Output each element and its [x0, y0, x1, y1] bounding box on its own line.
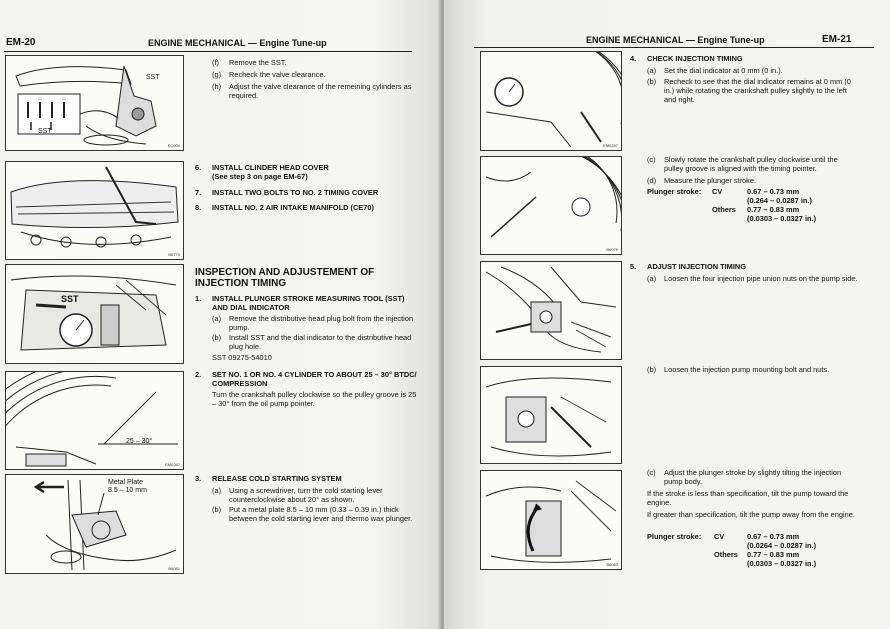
step-4-number: 4. [630, 54, 637, 63]
figure-label-angle: 25 – 30° [126, 438, 153, 445]
tilt-pump-illustration [481, 471, 621, 569]
step-4-title: CHECK INJECTION TIMING [647, 54, 743, 63]
step-3a-text: Using a screwdriver, turn the cold starting lever counterclockwise about 20° as shown. [229, 486, 383, 505]
step-5-title: ADJUST INJECTION TIMING [647, 262, 746, 271]
figure-pulley-groove [480, 156, 622, 255]
step-2-title: SET NO. 1 OR NO. 4 CYLINDER TO ABOUT 25 – 30° BTDC/ COMPRESSION [212, 370, 417, 389]
spec2-cv-in: (0.0264 – 0.0287 in.) [747, 541, 817, 550]
step-h-text: Adjust the valve clearance of the remeining cylinders as required. [229, 82, 412, 101]
step-3-title: RELEASE COLD STARTING SYSTEM [212, 474, 342, 483]
figure-label-sst: SST [61, 294, 79, 304]
step-5c-letter: (c) [647, 468, 656, 477]
step-4a-letter: (a) [647, 66, 657, 75]
step-5b-letter: (b) [647, 365, 657, 374]
step-4b-letter: (b) [647, 77, 657, 86]
valve-sst-illustration [6, 56, 183, 150]
dial-indicator-illustration [481, 52, 621, 150]
step-5a-letter: (a) [647, 274, 657, 283]
figure-label-sst-2: SST [38, 128, 52, 135]
page-number: EM-20 [6, 37, 36, 48]
spec2-label: Plunger stroke: [647, 532, 702, 541]
header-rule [4, 51, 412, 52]
step-4d-text: Measure the plunger stroke. [664, 176, 757, 185]
pipe-union-nuts-illustration [481, 262, 621, 359]
step-6-title: INSTALL CLINDER HEAD COVER [212, 163, 329, 172]
step-6-number: 6. [195, 163, 202, 172]
header-rule [474, 47, 874, 48]
step-4b-text: Recheck to see that the dial indicator remains at 0 mm (0 in.) while rotating the crankshaft pulley slightly to the left and right. [664, 77, 851, 105]
figure-id: B6079 [606, 247, 618, 252]
figure-cold-start [5, 474, 184, 574]
section-title: INSPECTION AND ADJUSTEMENT OF INJECTION TIMING [195, 267, 375, 289]
step-g-letter: (g) [212, 70, 222, 79]
figure-plunger-tool [5, 264, 184, 364]
step-3b-text: Put a metal plate 8.5 – 10 mm (0.33 – 0.39 in.) thick between the cold starting lever and thermo wax plunger. [229, 505, 413, 524]
step-8-number: 8. [195, 203, 202, 212]
step-h-letter: (h) [212, 82, 222, 91]
step-1b-text: Install SST and the dial indicator to the distributive head plug hole. [229, 333, 412, 352]
step-5b-text: Loosen the injection pump mounting bolt and nuts. [664, 365, 830, 374]
step-8-title: INSTALL NO. 2 AIR INTAKE MANIFOLD (CE70) [212, 203, 374, 212]
figure-valve-sst [5, 55, 184, 151]
figure-intake-manifold [5, 161, 184, 260]
spec1-others-mm: 0.77 – 0.83 mm [747, 205, 800, 214]
figure-crank-pulley [5, 371, 184, 470]
step-5-note-greater: If greater than specification, tilt the pump away from the engine. [647, 510, 855, 519]
pump-mounting-illustration [481, 367, 621, 463]
figure-id: EM0287 [603, 143, 618, 148]
figure-id: EM0287 [165, 462, 180, 467]
step-1-title: INSTALL PLUNGER STROKE MEASURING TOOL (SST) AND DIAL INDICATOR [212, 294, 405, 313]
figure-dial-indicator [480, 51, 622, 151]
step-g-text: Recheck the valve clearance. [229, 70, 326, 79]
figure-id: B6081 [168, 566, 180, 571]
step-2-text: Turn the crankshaft pulley clockwise so the pulley groove is 25 – 30° from the oil pump pointer. [212, 390, 417, 409]
step-1a-letter: (a) [212, 314, 222, 323]
figure-id: B6083 [606, 562, 618, 567]
step-5-number: 5. [630, 262, 637, 271]
pulley-groove-illustration [481, 157, 621, 254]
figure-id: B6770 [168, 252, 180, 257]
step-3b-letter: (b) [212, 505, 222, 514]
spec2-others-label: Others [714, 550, 738, 559]
spec2-cv-mm: 0.67 – 0.73 mm [747, 532, 800, 541]
left-page [0, 0, 442, 629]
page-header-title: ENGINE MECHANICAL — Engine Tune-up [148, 38, 327, 48]
step-6-reference: (See step 3 on page EM-67) [212, 172, 308, 181]
step-4c-letter: (c) [647, 155, 656, 164]
spec2-cv-label: CV [714, 532, 725, 541]
page-number: EM-21 [822, 34, 852, 45]
step-4a-text: Set the dial indicator at 0 mm (0 in.). [664, 66, 783, 75]
figure-label-thickness: 8.5 – 10 mm [108, 487, 147, 494]
right-page [444, 0, 890, 629]
spec1-cv-mm: 0.67 – 0.73 mm [747, 187, 800, 196]
spec2-others-in: (0.0303 – 0.0327 in.) [747, 559, 817, 568]
step-2-number: 2. [195, 370, 202, 379]
step-4c-text: Slowly rotate the crankshaft pulley clockwise until the pulley groove is aligned with the timing pointer. [664, 155, 838, 174]
spec1-others-in: (0.0303 – 0.0327 in.) [747, 214, 817, 223]
figure-label-sst: SST [146, 74, 160, 81]
step-4d-letter: (d) [647, 176, 657, 185]
plunger-tool-illustration [6, 265, 183, 363]
intake-manifold-illustration [6, 162, 183, 259]
step-3a-letter: (a) [212, 486, 222, 495]
spec1-cv-label: CV [712, 187, 723, 196]
step-7-title: INSTALL TWO BOLTS TO NO. 2 TIMING COVER [212, 188, 379, 197]
figure-tilt-pump [480, 470, 622, 570]
spec1-label: Plunger stroke: [647, 187, 702, 196]
step-5-note-less: If the stroke is less than specification, tilt the pump toward the engine. [647, 489, 849, 508]
page-header-title: ENGINE MECHANICAL — Engine Tune-up [586, 35, 765, 45]
figure-pipe-union-nuts [480, 261, 622, 360]
step-1b-letter: (b) [212, 333, 222, 342]
figure-label-metal-plate: Metal Plate [108, 479, 144, 486]
crank-pulley-illustration [6, 372, 183, 469]
spec2-others-mm: 0.77 – 0.83 mm [747, 550, 800, 559]
step-1-number: 1. [195, 294, 202, 303]
spec1-others-label: Others [712, 205, 736, 214]
spec1-cv-in: (0.264 – 0.0287 in.) [747, 196, 812, 205]
step-3-number: 3. [195, 474, 202, 483]
step-f-letter: (f) [212, 58, 219, 67]
figure-id: EC900 [167, 143, 180, 148]
figure-pump-mounting [480, 366, 622, 464]
cold-start-illustration [6, 475, 183, 573]
step-1a-text: Remove the distributive head plug bolt from the injection pump. [229, 314, 414, 333]
step-1-sst-number: SST 09275-54010 [212, 353, 272, 362]
step-5c-text: Adjust the plunger stroke by slightly tilting the injection pump body. [664, 468, 842, 487]
step-5a-text: Loosen the four injection pipe union nuts on the pump side. [664, 274, 858, 283]
step-f-text: Remove the SST. [229, 58, 287, 67]
step-7-number: 7. [195, 188, 202, 197]
